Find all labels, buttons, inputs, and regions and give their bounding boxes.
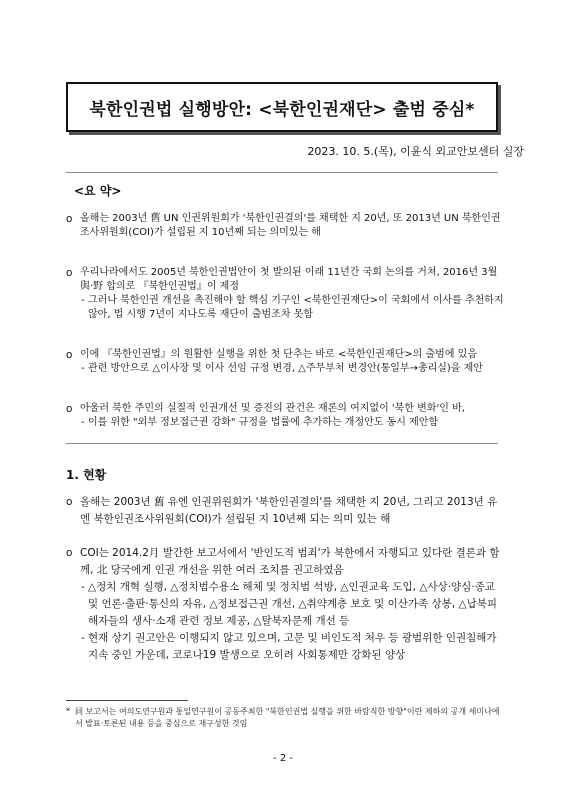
- section-heading: 1. 현황: [66, 468, 107, 482]
- bullet: o: [66, 547, 73, 559]
- summary-item-text: 이에 『북한인권법』의 원활한 실행을 위한 첫 단추는 바로 <북한인권재단>의 출범에 있음: [80, 349, 477, 360]
- summary-item: [66, 266, 506, 322]
- summary-item-text: 우리나라에서도 2005년 북한인권법안이 첫 발의된 이래 11년간 국회 논의를 거쳐, 2016년 3월 與·野 합의로 『북한인권법』이 제정: [80, 267, 498, 292]
- bullet: o: [66, 496, 73, 508]
- bullet: o: [66, 403, 73, 415]
- body-item-text: 올해는 2003년 舊 유엔 인권위원회가 '북한인권결의'를 채택한 지 20년, 그리고 2013년 유엔 북한인권조사위원회(COI)가 설립된 지 10년째 되는 의미 있는 해: [80, 496, 498, 525]
- dash: -: [81, 417, 85, 428]
- body-item-text: COI는 2014.2月 발간한 보고서에서 '반인도적 범죄'가 북한에서 자행되고 있다란 결론과 함께, 北 당국에게 인권 개선을 위한 여러 조치를 권고하였음: [80, 547, 500, 576]
- summary-subitem: [81, 416, 506, 430]
- dash: -: [81, 632, 85, 644]
- summary-subitem-text: 이를 위한 "외부 정보접근권 강화" 규정을 법률에 추가하는 개정안도 동시 제안함: [88, 417, 439, 428]
- summary-item-text: 아울러 북한 주민의 실질적 인권개선 및 증진의 관건은 재론의 여지없이 '북한 변화'인 바,: [80, 403, 465, 414]
- title-box: [66, 82, 498, 132]
- summary-subitem: [81, 362, 506, 376]
- dash: -: [81, 363, 85, 374]
- summary-subitem-text: 그러나 북한인권 개선을 촉진해야 할 핵심 기구인 <북한인권재단>이 국회에서 이사를 추천하지 않아, 법 시행 7년이 지나도록 재단이 출범조차 못함: [88, 295, 504, 320]
- summary-heading: <요 약>: [74, 184, 122, 198]
- body-item: [66, 494, 506, 528]
- bullet: o: [66, 213, 73, 225]
- summary-top-rule: [66, 172, 498, 173]
- footnote-text: 同 보고서는 여의도연구원과 통일연구원이 공동주최한 "북한인권법 실행을 위한 바람직한 방향"이란 제하의 공개 세미나에서 발표·토론된 내용 등을 중심으로 재구성한 것임: [75, 707, 500, 728]
- summary-subitem-text: 관련 방안으로 △이사장 및 이사 선임 규정 변경, △주무부처 변경안(통일부→총리실)을 제안: [88, 363, 483, 374]
- body-subitem-text: 현재 상기 권고안은 이행되지 않고 있으며, 고문 및 비인도적 처우 등 광범위한 인권침해가 지속 중인 가운데, 코로나19 발생으로 오히려 사회통제만 강화된 양상: [88, 632, 497, 661]
- bullet: o: [66, 349, 73, 361]
- footnote-mark: *: [66, 707, 70, 716]
- summary-item: [66, 212, 506, 240]
- body-subitem: [81, 630, 506, 664]
- page-title: 북한인권법 실행방안: <북한인권재단> 출범 중심*: [89, 99, 475, 120]
- summary-item: [66, 348, 506, 376]
- body-subitem-text: △정치 개혁 실행, △정치범수용소 해체 및 정치범 석방, △인권교육 도입, △사상·양심·종교 및 언론·출판·통신의 자유, △정보접근권 개선, △취약계층 보호 및 이산가족 상봉, △납북피해자들의 생사·소재 관련 정보 제공, △탈북자문제 개선 등: [88, 581, 498, 627]
- body-subitem: [81, 579, 506, 630]
- summary-item-text: 올해는 2003년 舊 UN 인권위원회가 '북한인권결의'를 채택한 지 20년, 또 2013년 UN 북한인권 조사위원회(COI)가 설립된 지 10년째 되는 의미있는 해: [80, 213, 501, 238]
- author-line: 2023. 10. 5.(목), 이윤식 외교안보센터 실장: [307, 145, 524, 158]
- summary-item: [66, 402, 506, 430]
- footnote: [66, 706, 506, 730]
- summary-bottom-rule: [66, 443, 498, 444]
- dash: -: [81, 581, 85, 593]
- summary-subitem: [81, 294, 506, 322]
- bullet: o: [66, 267, 73, 279]
- dash: -: [81, 295, 85, 306]
- page-number: - 2 -: [273, 753, 293, 764]
- body-item: [66, 545, 506, 664]
- footnote-rule: [66, 700, 188, 701]
